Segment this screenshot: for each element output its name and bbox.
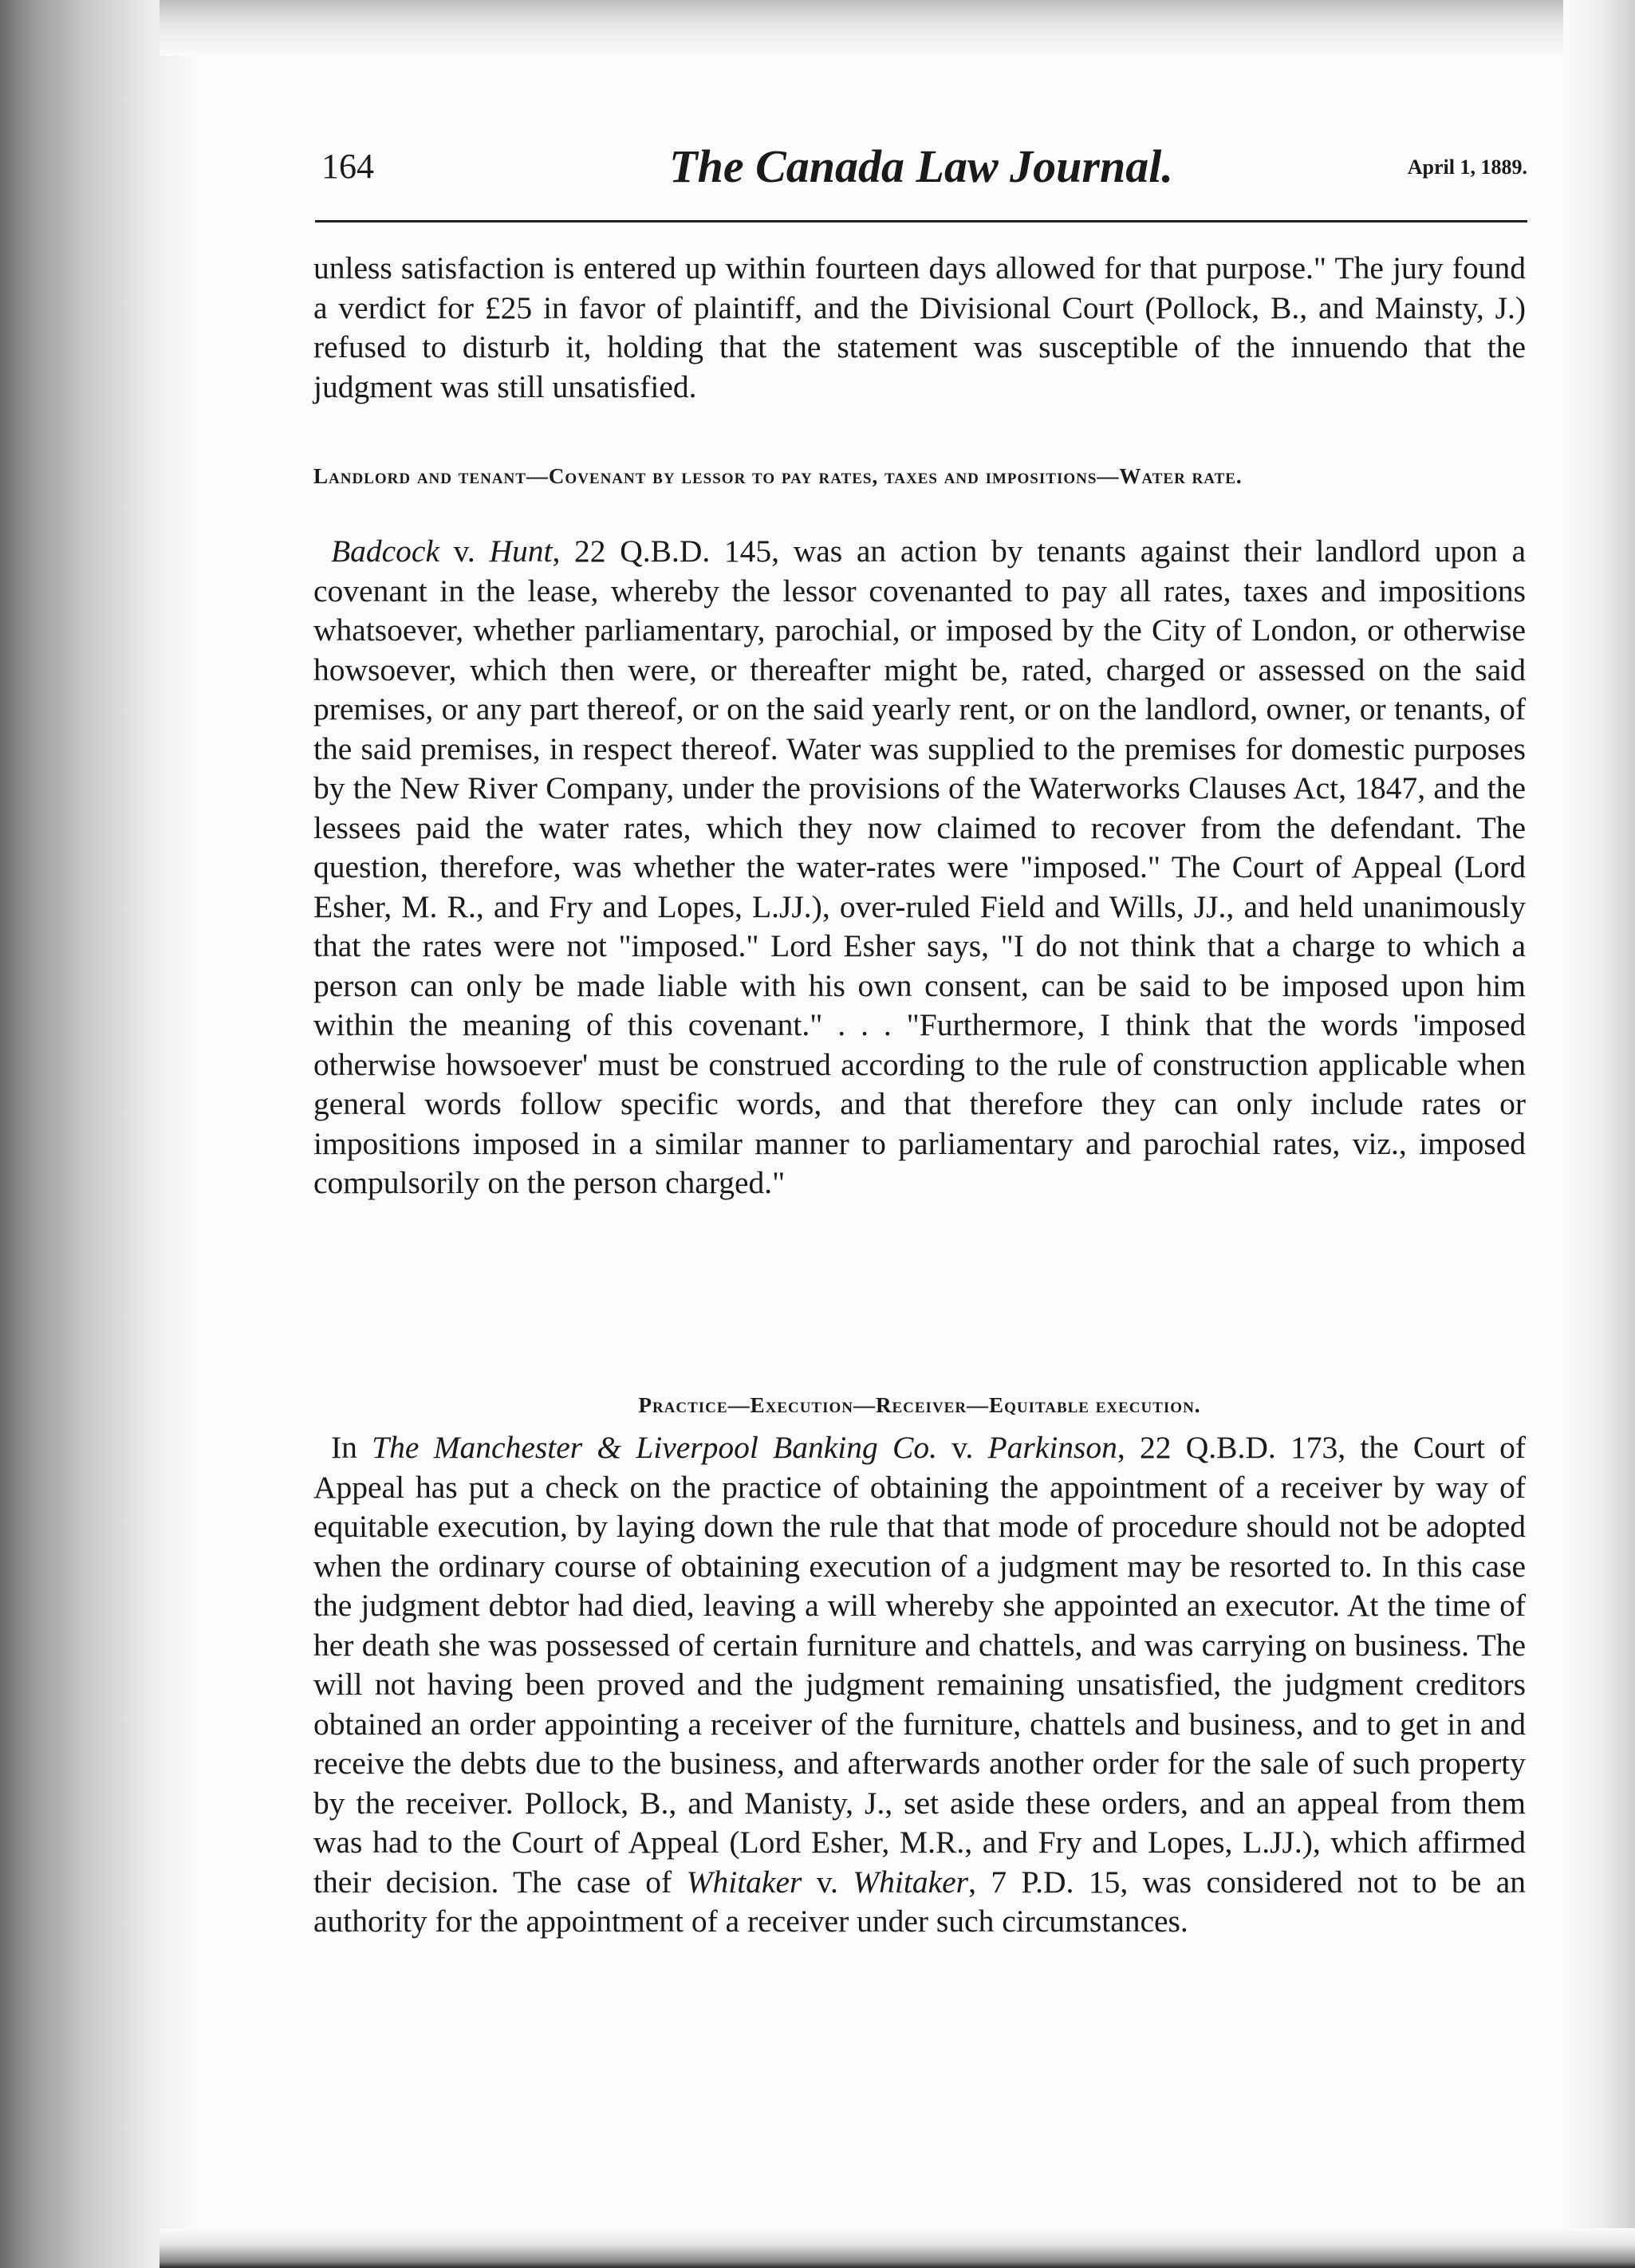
running-header	[315, 140, 1527, 203]
section-heading-practice	[313, 1392, 1526, 1419]
case-versus: v.	[439, 534, 490, 569]
issue-date: April 1, 1889.	[1407, 156, 1527, 179]
page-number: 164	[321, 147, 374, 186]
paragraph-lead: In	[331, 1430, 372, 1465]
paragraph-text: unless satisfaction is entered up within fourteen days allowed for that purpose." The jury found a verdict for £25 in favor of plaintiff, and the Divisional Court (Pollock, B., and Mainsty, J.) refused to disturb it, holding that the statement was susceptible of the innuendo that the judgment was still unsatisfied.	[313, 250, 1526, 404]
paragraph-continued	[313, 249, 1526, 407]
heading-text: Practice—Execution—Receiver—Equitable execution.	[638, 1393, 1201, 1417]
binding-shadow	[0, 0, 199, 2268]
header-rule	[315, 220, 1527, 222]
bottom-edge-shadow	[160, 2228, 1635, 2268]
heading-text: Landlord and tenant—Covenant by lessor to pay rates, taxes and impositions—Water rate.	[313, 464, 1243, 488]
top-edge-shadow	[160, 0, 1635, 56]
cited-plaintiff: Whitaker	[686, 1864, 802, 1900]
paragraph-badcock-v-hunt	[313, 532, 1526, 1203]
journal-title: The Canada Law Journal.	[669, 140, 1173, 192]
paragraph-text: , 22 Q.B.D. 145, was an action by tenants against their landlord upon a covenant in the lease, whereby the lessor covenanted to pay all rates, taxes and impositions whatsoever, whether parliamentary, parochial, or imposed by the City of London, or otherwise howsoever, which then were, or thereafter might be, rated, charged or assessed on the said premises, or any part thereof, or on the said yearly rent, or on the landlord, owner, or tenants, of the said premises, in respect thereof. Water was supplied to the premises for domestic purposes by the New River Company, under the provisions of the Waterworks Clauses Act, 1847, and the lessees paid the water rates, which they now claimed to recover from the defendant. The question, therefore, was whether the water-rates were "imposed." The Court of Appeal (Lord Esher, M. R., and Fry and Lopes, L.JJ.), over-ruled Field and Wills, JJ., and held unanimously that the rates were not "imposed." Lord Esher says, "I do not think that a charge to which a person can only be made liable with his own consent, can be said to be imposed upon him within the meaning of this covenant." . . . "Furthermore, I think that the words 'imposed otherwise howsoever' must be construed according to the rule of construction applicable when general words follow specific words, and that therefore they can only include rates or impositions imposed in a similar manner to parliamentary and parochial rates, viz., imposed compulsorily on the person charged."	[313, 534, 1526, 1200]
case-versus: v.	[936, 1430, 988, 1465]
paragraph-manchester-v-parkinson	[313, 1428, 1526, 1942]
right-edge-shadow	[1563, 0, 1635, 2268]
cited-defendant: Whitaker	[853, 1864, 969, 1900]
case-plaintiff: The Manchester & Liverpool Banking Co.	[372, 1430, 937, 1465]
case-defendant: Parkinson	[987, 1430, 1117, 1465]
paragraph-body	[313, 1428, 1526, 1942]
cited-versus: v.	[802, 1864, 853, 1900]
paragraph-text: , 22 Q.B.D. 173, the Court of Appeal has put a check on the practice of obtaining the appointment of a receiver by way of equitable execution, by laying down the rule that that mode of procedure should not be adopted when the ordinary course of obtaining execution of a judgment may be resorted to. In this case the judgment debtor had died, leaving a will whereby she appointed an executor. At the time of her death she was possessed of certain furniture and chattels, and was carrying on business. The will not having been proved and the judgment remaining unsatisfied, the judgment creditors obtained an order appointing a receiver of the furniture, chattels and business, and to get in and receive the debts due to the business, and afterwards another order for the sale of such property by the receiver. Pollock, B., and Manisty, J., set aside these orders, and an appeal from them was had to the Court of Appeal (Lord Esher, M.R., and Fry and Lopes, L.JJ.), which affirmed their decision. The case of	[313, 1430, 1526, 1900]
case-plaintiff: Badcock	[331, 534, 439, 569]
paragraph-text-end: , 7 P.D. 15, was considered not to be an authority for the appointment of a receiver under such circumstances.	[313, 1864, 1526, 1939]
section-heading-landlord-tenant	[313, 463, 1526, 490]
case-defendant: Hunt	[489, 534, 553, 569]
paragraph-body	[313, 532, 1526, 1203]
